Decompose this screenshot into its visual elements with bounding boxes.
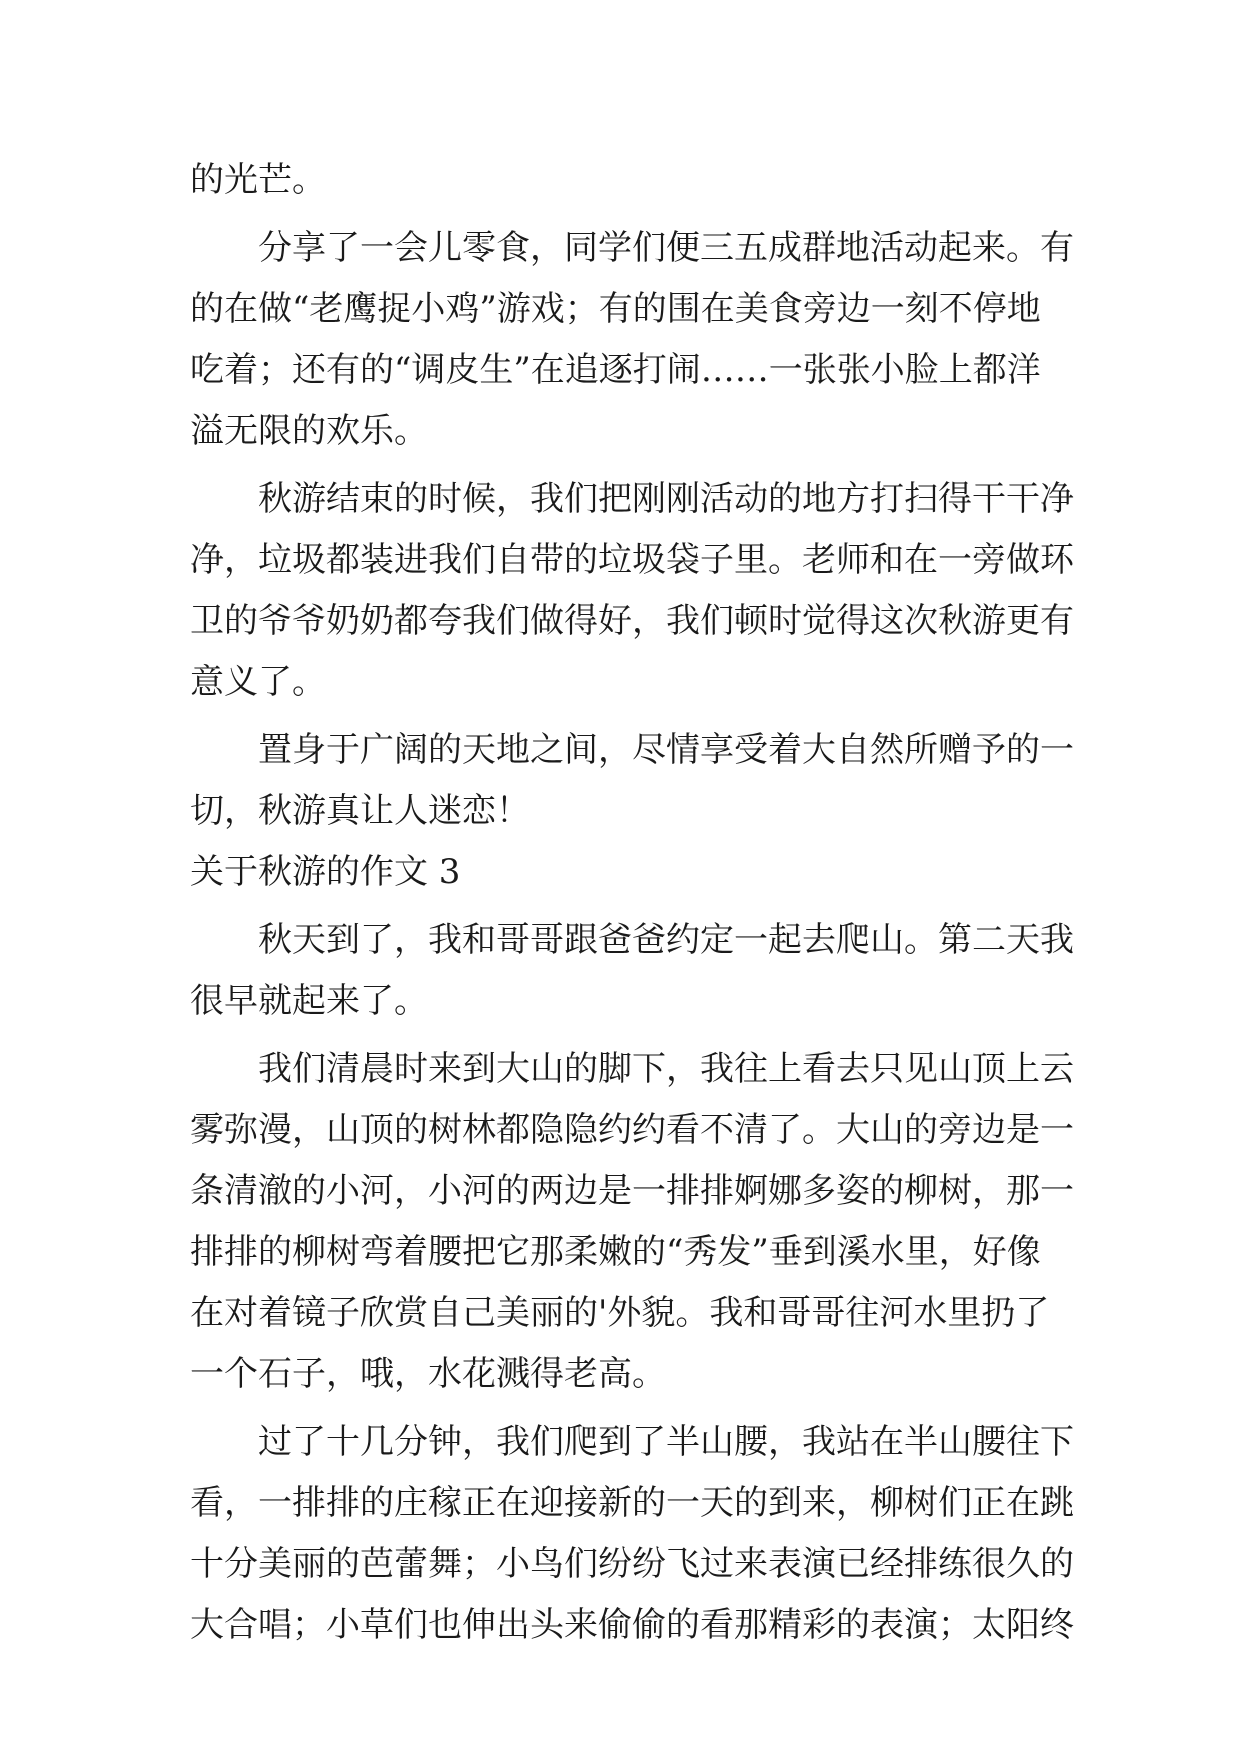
text-line: 净，垃圾都装进我们自带的垃圾袋子里。老师和在一旁做环 <box>190 540 1074 580</box>
text-line: 看，一排排的庄稼正在迎接新的一天的到来，柳树们正在跳 <box>190 1483 1074 1523</box>
text-line: 很早就起来了。 <box>190 981 428 1021</box>
text-line: 意义了。 <box>190 662 326 702</box>
paragraph-continuation <box>190 150 1060 211</box>
text-line: 卫的爷爷奶奶都夸我们做得好，我们顿时觉得这次秋游更有 <box>190 601 1074 641</box>
text-line: 的在做“老鹰捉小鸡”游戏；有的围在美食旁边一刻不停地 <box>190 289 1041 329</box>
text-line: 我们清晨时来到大山的脚下，我往上看去只见山顶上云 <box>258 1049 1074 1089</box>
text-line: 切，秋游真让人迷恋！ <box>190 791 530 831</box>
text-line: 吃着；还有的“调皮生”在追逐打闹……一张张小脸上都洋 <box>190 350 1041 390</box>
paragraph <box>190 720 1074 842</box>
text-line: 的光芒。 <box>190 160 326 200</box>
text-line: 条清澈的小河，小河的两边是一排排婀娜多姿的柳树，那一 <box>190 1171 1074 1211</box>
paragraph <box>190 469 1074 713</box>
text-line: 在对着镜子欣赏自己美丽的'外貌。我和哥哥往河水里扔了 <box>190 1293 1050 1333</box>
section-heading: 关于秋游的作文 3 <box>190 852 461 892</box>
text-line: 溢无限的欢乐。 <box>190 411 428 451</box>
text-line: 置身于广阔的天地之间，尽情享受着大自然所赠予的一 <box>258 730 1074 770</box>
text-line: 一个石子，哦，水花溅得老高。 <box>190 1354 666 1394</box>
paragraph <box>190 1039 1074 1405</box>
paragraph <box>190 910 1074 1032</box>
text-line: 排排的柳树弯着腰把它那柔嫩的“秀发”垂到溪水里，好像 <box>190 1232 1041 1272</box>
text-line: 大合唱；小草们也伸出头来偷偷的看那精彩的表演；太阳终 <box>190 1605 1074 1645</box>
text-line: 过了十几分钟，我们爬到了半山腰，我站在半山腰往下 <box>258 1422 1074 1462</box>
paragraph <box>190 218 1074 462</box>
text-line: 秋游结束的时候，我们把刚刚活动的地方打扫得干干净 <box>258 479 1074 519</box>
text-line: 分享了一会儿零食，同学们便三五成群地活动起来。有 <box>258 228 1074 268</box>
text-line: 秋天到了，我和哥哥跟爸爸约定一起去爬山。第二天我 <box>258 920 1074 960</box>
paragraph <box>190 1412 1074 1656</box>
document-page <box>190 150 1074 1656</box>
text-line: 十分美丽的芭蕾舞；小鸟们纷纷飞过来表演已经排练很久的 <box>190 1544 1074 1584</box>
text-line: 雾弥漫，山顶的树林都隐隐约约看不清了。大山的旁边是一 <box>190 1110 1074 1150</box>
